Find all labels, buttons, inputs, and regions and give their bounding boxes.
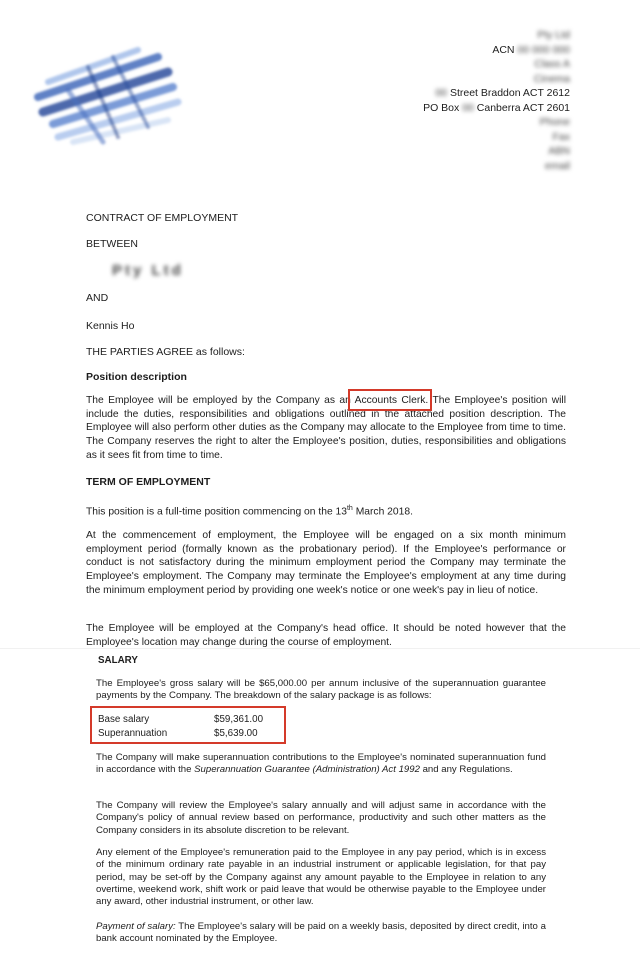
term-start-text: This position is a full-time position commencing on the 13: [86, 506, 347, 518]
logo-scribble-icon: [28, 42, 188, 152]
letterhead-pobox: PO Box 00 Canberra ACT 2601: [423, 101, 570, 114]
position-text-after: The Employee's position will include the duties, responsibilities and obligations outlined in the attached position description. The Employee will also perform other duties as the Company may allocate to the Employee from time to time. The Company reserves the right to alter the Employee's position, duties, responsibilities and obligations as it sees fit from time to time.: [86, 395, 566, 461]
parties-agree: THE PARTIES AGREE as follows:: [86, 346, 245, 358]
letterhead-fax: Fax: [552, 130, 570, 143]
location-paragraph: The Employee will be employed at the Company's head office. It should be noted however that the Employee's location may change during the course of employment.: [86, 623, 566, 648]
salary-intro: The Employee's gross salary will be $65,000.00 per annum inclusive of the superannuation guarantee payments by the Company. The breakdown of the salary package is as follows:: [96, 678, 546, 702]
letterhead-email: email: [544, 159, 570, 172]
payment-paragraph: [96, 921, 546, 946]
salary-amount-base: $59,361.00: [214, 714, 264, 725]
term-start-paragraph: [86, 502, 566, 519]
super-text-before: The Company will make superannuation contributions to the Employee's nominated superannuation fund in accordance with the: [96, 752, 546, 776]
letterhead-phone: Phone: [539, 116, 570, 128]
salary-review-paragraph: The Company will review the Employee's salary annually and will adjust same in accordance with the Company's policy of annual review based on performance, productivity and such other matters as the Company considers in its absolute discretion to be relevant.: [96, 800, 546, 836]
letterhead-street: 00 Street Braddon ACT 2612: [435, 87, 570, 99]
term-heading: TERM OF EMPLOYMENT: [86, 476, 211, 488]
payment-label: Payment of salary:: [96, 921, 176, 932]
super-act-name: Superannuation Guarantee (Administration) Act 1992: [194, 764, 420, 776]
between-label: BETWEEN: [86, 238, 138, 250]
letterhead-cinema: Cinema: [533, 72, 570, 85]
letterhead: [423, 28, 570, 173]
employee-name: Kennis Ho: [86, 320, 135, 332]
super-text-after: and any Regulations.: [419, 764, 513, 776]
salary-heading: SALARY: [98, 655, 138, 666]
payment-text: The Employee's salary will be paid on a weekly basis, deposited by direct credit, into a bank account nominated by the Employee.: [96, 921, 546, 945]
salary-breakdown-highlight: [90, 706, 286, 744]
redacted-company-name: Pty Ltd: [112, 262, 184, 279]
job-title-highlight: [348, 389, 432, 411]
position-heading: Position description: [86, 371, 187, 383]
letterhead-class: Class A: [534, 58, 570, 70]
page-scan-divider: [0, 648, 640, 649]
company-logo: [28, 42, 188, 152]
letterhead-acn: ACN 00 000 000: [492, 43, 570, 56]
letterhead-abn: ABN: [548, 145, 570, 157]
date-suffix: th: [346, 505, 353, 512]
position-paragraph: [86, 394, 566, 463]
probation-paragraph: At the commencement of employment, the Employee will be engaged on a six month minimum employment period (formally known as the probationary period). If the Employee's performance or conduct is not satisfactory during the minimum employment period the Company may terminate the Employee's employment. The Company may terminate the Employee's employment at any time during the minimum employment period by providing one week's notice or one week's pay in lieu of notice.: [86, 530, 566, 596]
and-label: AND: [86, 292, 109, 304]
letterhead-company: Pty Ltd: [537, 29, 570, 41]
term-start-month: March 2018.: [352, 506, 413, 518]
salary-label-base: Base salary: [98, 714, 150, 725]
superannuation-paragraph: [96, 752, 546, 777]
contract-title: CONTRACT OF EMPLOYMENT: [86, 212, 239, 224]
remuneration-setoff-paragraph: Any element of the Employee's remuneration paid to the Employee in any pay period, which is in excess of the minimum ordinary rate payable in an industrial instrument or applicable legislation, for that pay period, may be set-off by the Company against any amount payable to the Employee in relation to any overtime, weekend work, shift work or paid leave that would be otherwise payable to the Employee under any award, other industrial instrument, or other law.: [96, 847, 546, 908]
salary-amount-super: $5,639.00: [214, 728, 258, 739]
salary-label-super: Superannuation: [98, 728, 168, 739]
position-text-before: The Employee will be employed by the Company as an: [86, 395, 355, 406]
job-title: Accounts Clerk.: [354, 395, 429, 406]
